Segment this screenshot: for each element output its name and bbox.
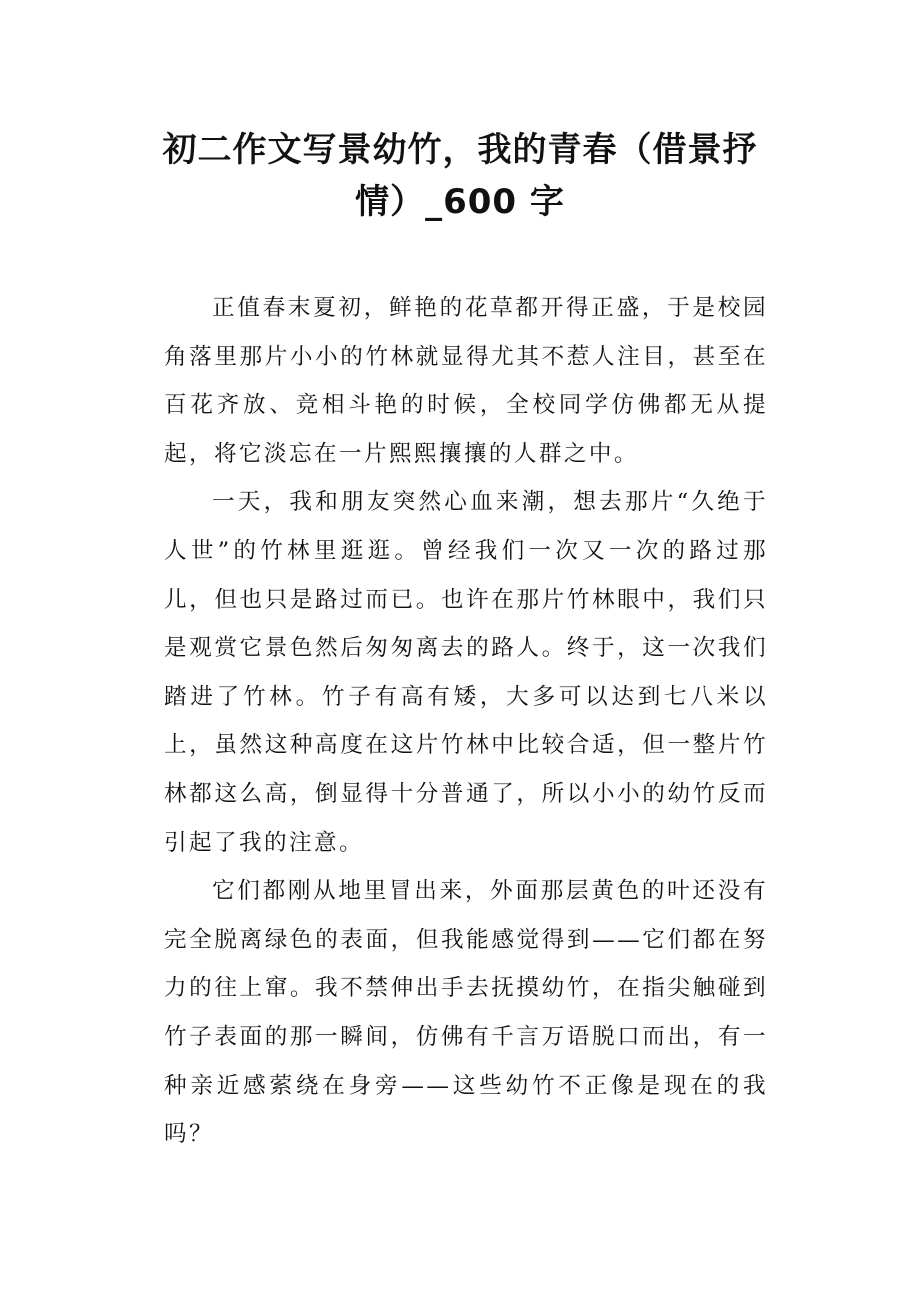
title-line-1: 初二作文写景幼竹，我的青春（借景抒 bbox=[162, 130, 758, 170]
paragraph-3: 它们都刚从地里冒出来，外面那层黄色的叶还没有完全脱离绿色的表面，但我能感觉得到——它们都在努力的往上窜。我不禁伸出手去抚摸幼竹，在指尖触碰到竹子表面的那一瞬间，仿佛有千言万语脱口而出，有一种亲近感萦绕在身旁——这些幼竹不正像是现在的我吗？ bbox=[164, 878, 768, 1148]
article-body bbox=[164, 284, 768, 1159]
title-line-2: 情）_600 字 bbox=[355, 182, 565, 222]
document-title bbox=[150, 124, 770, 228]
paragraph-2: 一天，我和朋友突然心血来潮，想去那片“久绝于人世”的竹林里逛逛。曾经我们一次又一次的路过那儿，但也只是路过而已。也许在那片竹林眼中，我们只是观赏它景色然后匆匆离去的路人。终于，这一次我们踏进了竹林。竹子有高有矮，大多可以达到七八米以上，虽然这种高度在这片竹林中比较合适，但一整片竹林都这么高，倒显得十分普通了，所以小小的幼竹反而引起了我的注意。 bbox=[164, 489, 768, 856]
paragraph-1: 正值春末夏初，鲜艳的花草都开得正盛，于是校园角落里那片小小的竹林就显得尤其不惹人注目，甚至在百花齐放、竞相斗艳的时候，全校同学仿佛都无从提起，将它淡忘在一片熙熙攘攘的人群之中。 bbox=[164, 295, 768, 467]
